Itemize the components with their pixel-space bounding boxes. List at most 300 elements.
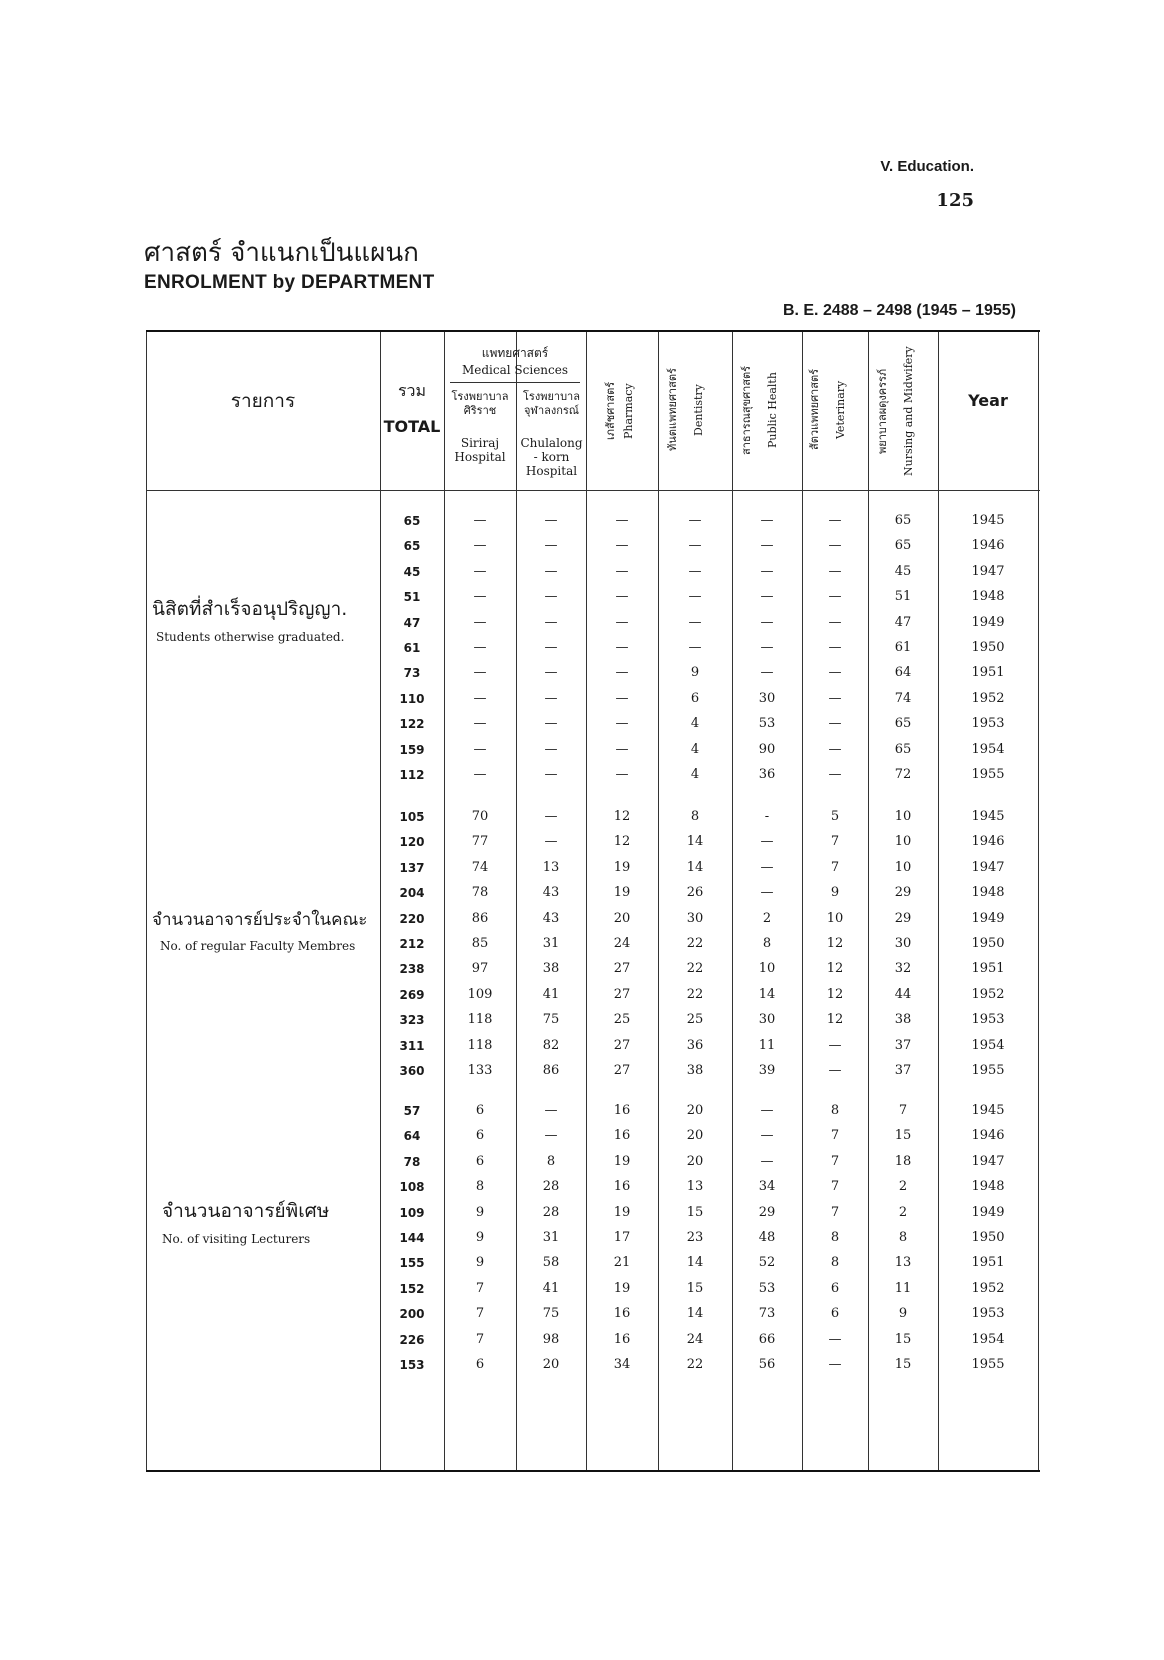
table-cell-nursing: 45 [894,563,912,579]
table-cell-siriraj: 7 [475,1306,485,1322]
table-cell-total: 57 [403,1104,421,1118]
table-cell-pharmacy: 27 [613,1037,631,1053]
table-cell-total: 360 [399,1064,425,1078]
table-cell-public-health: 66 [758,1331,776,1347]
table-cell-total: 47 [403,615,421,630]
table-cell-chulalongkorn: 98 [542,1331,560,1347]
table-cell-pharmacy: — [615,741,629,757]
table-cell-public-health: — [760,589,774,605]
siriraj-header: Siriraj Hospital [454,436,506,464]
table-cell-total: 120 [399,835,425,850]
table-cell-chulalongkorn: 75 [542,1012,560,1028]
table-cell-dentistry: 25 [686,1012,704,1028]
table-cell-total: 110 [399,691,425,706]
group-label-graduates [152,594,378,645]
group-label-english: No. of regular Faculty Membres [160,939,356,953]
table-cell-veterinary: 12 [826,986,844,1002]
table-cell-veterinary: — [828,1357,842,1372]
table-cell-total: 108 [399,1180,425,1195]
table-cell-public-health: 29 [758,1204,776,1220]
table-cell-pharmacy: 27 [613,961,631,977]
table-cell-dentistry: 9 [690,665,700,681]
total-column-header: TOTAL [383,417,441,436]
table-cell-pharmacy: 19 [613,1280,631,1296]
table-cell-veterinary: — [828,767,842,782]
table-cell-year: 1953 [971,1012,1005,1028]
table-cell-chulalongkorn: 86 [542,1063,560,1078]
table-cell-chulalongkorn: 31 [542,936,560,951]
table-cell-dentistry: 23 [686,1230,704,1245]
table-cell-siriraj: — [473,513,487,528]
table-cell-pharmacy: 24 [613,936,631,951]
table-cell-chulalongkorn: — [544,640,558,655]
table-cell-year: 1947 [971,859,1005,875]
table-cell-total: 137 [399,860,425,875]
table-cell-year: 1954 [971,741,1005,757]
table-cell-year: 1947 [971,1153,1005,1169]
table-cell-veterinary: — [828,538,842,554]
table-cell-siriraj: 6 [475,1153,485,1169]
table-cell-public-health: 2 [762,910,772,926]
table-cell-public-health: 30 [758,1012,776,1028]
table-cell-chulalongkorn: 41 [542,986,560,1002]
table-cell-nursing: 2 [898,1204,908,1220]
table-cell-year: 1954 [971,1037,1005,1053]
table-cell-chulalongkorn: — [544,563,558,579]
table-cell-veterinary: 7 [830,1153,840,1169]
year-column-header: Year [968,391,1008,410]
table-cell-siriraj: 6 [475,1103,485,1118]
nursing-header: Nursing and Midwifery [902,346,915,476]
table-cell-public-health: 56 [758,1357,776,1372]
table-cell-veterinary: 8 [830,1255,840,1271]
header-divider [146,490,1040,491]
table-cell-year: 1947 [971,563,1005,579]
table-cell-chulalongkorn: 31 [542,1230,560,1245]
table-cell-total: 159 [399,742,425,757]
table-cell-dentistry: 6 [690,690,700,706]
table-cell-nursing: 2 [898,1179,908,1195]
table-cell-nursing: 65 [894,716,912,732]
table-cell-veterinary: 7 [830,1128,840,1144]
table-cell-year: 1954 [971,1331,1005,1347]
table-cell-siriraj: 6 [475,1128,485,1144]
table-cell-year: 1953 [971,1306,1005,1322]
page-title-thai: ศาสตร์ จำแนกเป็นแผนก [144,238,419,268]
table-cell-siriraj: 118 [467,1037,493,1053]
table-cell-nursing: 74 [894,690,912,706]
table-cell-dentistry: 14 [686,859,704,875]
table-cell-chulalongkorn: — [544,690,558,706]
table-cell-siriraj: 77 [471,834,489,850]
table-cell-pharmacy: 27 [613,1063,631,1078]
table-cell-siriraj: 86 [471,910,489,926]
table-cell-dentistry: 36 [686,1037,704,1053]
table-cell-dentistry: 22 [686,1357,704,1372]
table-cell-chulalongkorn: 28 [542,1179,560,1195]
table-cell-pharmacy: — [615,614,629,630]
enrolment-table [146,330,1040,1472]
table-cell-dentistry: — [688,563,702,579]
table-cell-veterinary: — [828,513,842,528]
table-cell-veterinary: — [828,690,842,706]
table-cell-pharmacy: 19 [613,859,631,875]
table-cell-total: 109 [399,1205,425,1220]
table-cell-pharmacy: 25 [613,1012,631,1028]
dentistry-header-thai: ทันตแพทยศาสตร์ [666,368,679,452]
table-cell-public-health: — [760,640,774,655]
table-cell-dentistry: 26 [686,885,704,901]
table-cell-dentistry: — [688,513,702,528]
group-label-visiting-lecturers [152,1196,378,1247]
table-cell-nursing: 47 [894,614,912,630]
table-cell-siriraj: 6 [475,1357,485,1372]
table-cell-chulalongkorn: — [544,513,558,528]
table-cell-pharmacy: 21 [613,1255,631,1271]
table-cell-public-health: 48 [758,1230,776,1245]
table-cell-nursing: 10 [894,809,912,824]
table-cell-chulalongkorn: 43 [542,885,560,901]
table-cell-siriraj: — [473,563,487,579]
table-cell-year: 1955 [971,1357,1005,1372]
table-cell-dentistry: 15 [686,1280,704,1296]
table-cell-nursing: 10 [894,859,912,875]
table-cell-siriraj: — [473,538,487,554]
table-cell-nursing: 37 [894,1063,912,1078]
medical-header-thai: แพทยศาสตร์ [481,346,549,360]
table-cell-siriraj: — [473,716,487,732]
table-cell-siriraj: — [473,767,487,782]
pharmacy-header-thai: เภสัชศาสตร์ [604,381,617,441]
table-cell-dentistry: 14 [686,1255,704,1271]
table-cell-public-health: — [760,563,774,579]
table-cell-pharmacy: — [615,538,629,554]
page-number: 125 [936,190,974,211]
dentistry-header: Dentistry [692,384,705,436]
table-cell-total: 73 [403,666,421,681]
section-heading: V. Education. [880,158,974,175]
table-cell-veterinary: 7 [830,834,840,850]
table-cell-pharmacy: — [615,513,629,528]
table-cell-veterinary: — [828,563,842,579]
table-cell-veterinary: 12 [826,936,844,951]
table-cell-public-health: 8 [762,936,772,951]
table-cell-chulalongkorn: — [544,1128,558,1144]
table-cell-nursing: 13 [894,1255,912,1271]
table-cell-siriraj: 133 [467,1063,493,1078]
veterinary-header: Veterinary [834,380,847,440]
table-cell-nursing: 15 [894,1128,912,1144]
table-cell-public-health: 11 [758,1037,776,1053]
table-cell-chulalongkorn: 58 [542,1255,560,1271]
table-cell-veterinary: — [828,640,842,655]
table-cell-dentistry: — [688,589,702,605]
table-cell-siriraj: — [473,741,487,757]
table-cell-year: 1946 [971,538,1005,554]
table-cell-dentistry: 20 [686,1103,704,1118]
table-cell-dentistry: 20 [686,1153,704,1169]
table-cell-pharmacy: 16 [613,1128,631,1144]
table-cell-total: 152 [399,1281,425,1296]
table-cell-pharmacy: — [615,767,629,782]
table-cell-public-health: — [760,1153,774,1169]
table-cell-nursing: 37 [894,1037,912,1053]
table-cell-public-health: — [760,1103,774,1118]
page-title: ENROLMENT by DEPARTMENT [144,272,435,293]
table-cell-dentistry: 38 [686,1063,704,1078]
table-cell-chulalongkorn: — [544,809,558,824]
table-cell-public-health: 30 [758,690,776,706]
table-cell-pharmacy: 17 [613,1230,631,1245]
table-cell-siriraj: 70 [471,809,489,824]
table-cell-nursing: 30 [894,936,912,951]
table-cell-pharmacy: 27 [613,986,631,1002]
table-cell-veterinary: — [828,1063,842,1078]
table-cell-year: 1950 [971,1230,1005,1245]
table-cell-pharmacy: — [615,690,629,706]
table-cell-public-health: 53 [758,716,776,732]
item-column-header: รายการ [230,390,296,412]
table-cell-chulalongkorn: — [544,716,558,732]
table-cell-total: 112 [399,768,425,782]
table-cell-public-health: 14 [758,986,776,1002]
table-cell-year: 1952 [971,986,1005,1002]
table-cell-pharmacy: 16 [613,1306,631,1322]
table-cell-dentistry: 14 [686,1306,704,1322]
table-cell-total: 78 [403,1154,421,1169]
table-cell-chulalongkorn: — [544,589,558,605]
table-cell-dentistry: 4 [690,741,700,757]
table-cell-chulalongkorn: — [544,767,558,782]
nursing-header-thai: พยาบาลผดุงครรภ์ [876,368,889,454]
chulalongkorn-header: Chulalong - korn Hospital [520,436,583,478]
table-cell-year: 1951 [971,665,1005,681]
table-cell-total: 105 [399,810,425,824]
table-cell-siriraj: 9 [475,1204,485,1220]
table-cell-chulalongkorn: — [544,834,558,850]
table-cell-siriraj: 118 [467,1012,493,1028]
group-label-thai: นิสิตที่สำเร็จอนุปริญญา. [152,598,348,620]
table-cell-public-health: — [760,885,774,901]
table-cell-public-health: — [760,513,774,528]
group-label-thai: จำนวนอาจารย์พิเศษ [162,1200,330,1222]
table-cell-siriraj: 78 [471,885,489,901]
table-cell-pharmacy: — [615,640,629,655]
table-cell-nursing: 64 [894,665,912,681]
table-cell-dentistry: 4 [690,716,700,732]
table-cell-siriraj: 7 [475,1280,485,1296]
table-cell-siriraj: — [473,665,487,681]
table-cell-pharmacy: 20 [613,910,631,926]
table-cell-veterinary: — [828,1037,842,1053]
chulalongkorn-header-thai: โรงพยาบาล จุฬาลงกรณ์ [523,390,580,417]
table-cell-nursing: 65 [894,513,912,528]
table-cell-dentistry: 20 [686,1128,704,1144]
table-cell-public-health: 73 [758,1306,776,1322]
table-cell-dentistry: — [688,640,702,655]
table-cell-total: 65 [403,539,421,554]
table-cell-chulalongkorn: 82 [542,1037,560,1053]
table-cell-nursing: 15 [894,1331,912,1347]
total-column-header-thai: รวม [397,381,427,400]
group-label-regular-faculty [152,906,378,954]
table-cell-nursing: 61 [894,640,912,655]
table-cell-chulalongkorn: 75 [542,1306,560,1322]
table-cell-pharmacy: — [615,716,629,732]
table-cell-pharmacy: 16 [613,1103,631,1118]
table-cell-nursing: 8 [898,1230,908,1245]
table-cell-veterinary: — [828,614,842,630]
table-cell-nursing: 65 [894,741,912,757]
table-cell-veterinary: 6 [830,1306,840,1322]
table-cell-year: 1949 [971,614,1005,630]
table-cell-total: 64 [403,1129,421,1144]
pharmacy-header: Pharmacy [622,383,635,439]
table-cell-total: 204 [399,886,425,901]
table-cell-year: 1946 [971,834,1005,850]
table-cell-year: 1945 [971,513,1005,528]
table-cell-siriraj: 9 [475,1255,485,1271]
table-cell-veterinary: 5 [830,809,840,824]
table-cell-total: 51 [403,590,421,605]
table-cell-total: 61 [403,641,421,655]
table-cell-chulalongkorn: — [544,538,558,554]
table-cell-siriraj: 8 [475,1179,485,1195]
table-cell-year: 1952 [971,1280,1005,1296]
table-cell-veterinary: 6 [830,1280,840,1296]
table-cell-pharmacy: 16 [613,1179,631,1195]
table-cell-dentistry: 15 [686,1204,704,1220]
table-cell-dentistry: 30 [686,910,704,926]
table-cell-veterinary: — [828,1331,842,1347]
table-cell-pharmacy: 12 [613,834,631,850]
table-cell-nursing: 9 [898,1306,908,1322]
table-cell-nursing: 65 [894,538,912,554]
table-cell-siriraj: — [473,690,487,706]
table-cell-total: 144 [399,1231,425,1245]
table-cell-year: 1955 [971,767,1005,782]
table-cell-nursing: 29 [894,910,912,926]
table-cell-chulalongkorn: 13 [542,859,560,875]
table-cell-public-health: — [760,538,774,554]
table-cell-total: 323 [399,1013,425,1028]
table-cell-veterinary: 12 [826,1012,844,1028]
table-cell-year: 1951 [971,961,1005,977]
table-cell-total: 212 [399,937,425,951]
table-cell-nursing: 29 [894,885,912,901]
table-cell-year: 1948 [971,589,1005,605]
table-cell-chulalongkorn: — [544,614,558,630]
table-cell-nursing: 11 [894,1280,912,1296]
table-cell-nursing: 7 [898,1103,908,1118]
table-cell-public-health: 53 [758,1280,776,1296]
medical-header: Medical Sciences [461,363,569,377]
table-cell-chulalongkorn: 8 [546,1153,556,1169]
table-cell-year: 1949 [971,910,1005,926]
table-cell-chulalongkorn: — [544,1103,558,1118]
table-cell-year: 1946 [971,1128,1005,1144]
table-cell-chulalongkorn: — [544,665,558,681]
table-cell-pharmacy: — [615,563,629,579]
table-cell-public-health: - [764,809,770,824]
table-cell-total: 155 [399,1256,425,1271]
table-cell-dentistry: 24 [686,1331,704,1347]
table-cell-year: 1951 [971,1255,1005,1271]
table-cell-year: 1945 [971,809,1005,824]
table-cell-chulalongkorn: 41 [542,1280,560,1296]
table-cell-year: 1948 [971,1179,1005,1195]
table-cell-public-health: 34 [758,1179,776,1195]
table-cell-total: 65 [403,514,421,528]
table-cell-public-health: 90 [758,741,776,757]
table-cell-public-health: — [760,859,774,875]
veterinary-header-thai: สัตวแพทยศาสตร์ [808,369,821,451]
public-health-header-thai: สาธารณสุขศาสตร์ [740,365,753,455]
table-cell-pharmacy: — [615,589,629,605]
table-cell-siriraj: 9 [475,1230,485,1245]
column-divider [146,332,147,1470]
table-cell-dentistry: 13 [686,1179,704,1195]
table-cell-siriraj: — [473,640,487,655]
table-cell-veterinary: 7 [830,1204,840,1220]
table-cell-veterinary: 8 [830,1103,840,1118]
table-cell-year: 1952 [971,690,1005,706]
table-cell-dentistry: 22 [686,961,704,977]
table-cell-total: 122 [399,717,425,732]
table-cell-public-health: 52 [758,1255,776,1271]
table-cell-year: 1945 [971,1103,1005,1118]
table-cell-nursing: 32 [894,961,912,977]
table-cell-year: 1950 [971,936,1005,951]
table-cell-public-health: — [760,665,774,681]
table-cell-nursing: 15 [894,1357,912,1372]
group-label-english: Students otherwise graduated. [156,630,345,644]
table-cell-year: 1955 [971,1063,1005,1078]
table-cell-chulalongkorn: 28 [542,1204,560,1220]
table-cell-veterinary: — [828,665,842,681]
table-cell-total: 238 [399,962,425,977]
table-cell-pharmacy: 34 [613,1357,631,1372]
table-cell-public-health: — [760,1128,774,1144]
table-cell-veterinary: 7 [830,1179,840,1195]
group-label-thai: จำนวนอาจารย์ประจำในคณะ [152,910,368,930]
table-cell-dentistry: 14 [686,834,704,850]
table-cell-total: 220 [399,911,425,926]
public-health-header: Public Health [766,372,779,448]
table-cell-total: 153 [399,1358,425,1372]
table-cell-total: 269 [399,987,425,1002]
table-cell-veterinary: 12 [826,961,844,977]
table-cell-chulalongkorn: — [544,741,558,757]
table-cell-veterinary: 9 [830,885,840,901]
table-cell-total: 311 [399,1038,425,1053]
table-cell-dentistry: 4 [690,767,700,782]
table-cell-public-health: — [760,834,774,850]
table-cell-year: 1953 [971,716,1005,732]
table-cell-veterinary: — [828,741,842,757]
table-cell-siriraj: 7 [475,1331,485,1347]
table-cell-dentistry: — [688,614,702,630]
table-cell-siriraj: 74 [471,859,489,875]
medical-underline [450,382,580,383]
table-cell-year: 1949 [971,1204,1005,1220]
table-cell-year: 1948 [971,885,1005,901]
table-cell-public-health: 36 [758,767,776,782]
table-cell-dentistry: 22 [686,986,704,1002]
table-cell-total: 45 [403,564,421,579]
table-cell-siriraj: — [473,589,487,605]
table-cell-chulalongkorn: 43 [542,910,560,926]
